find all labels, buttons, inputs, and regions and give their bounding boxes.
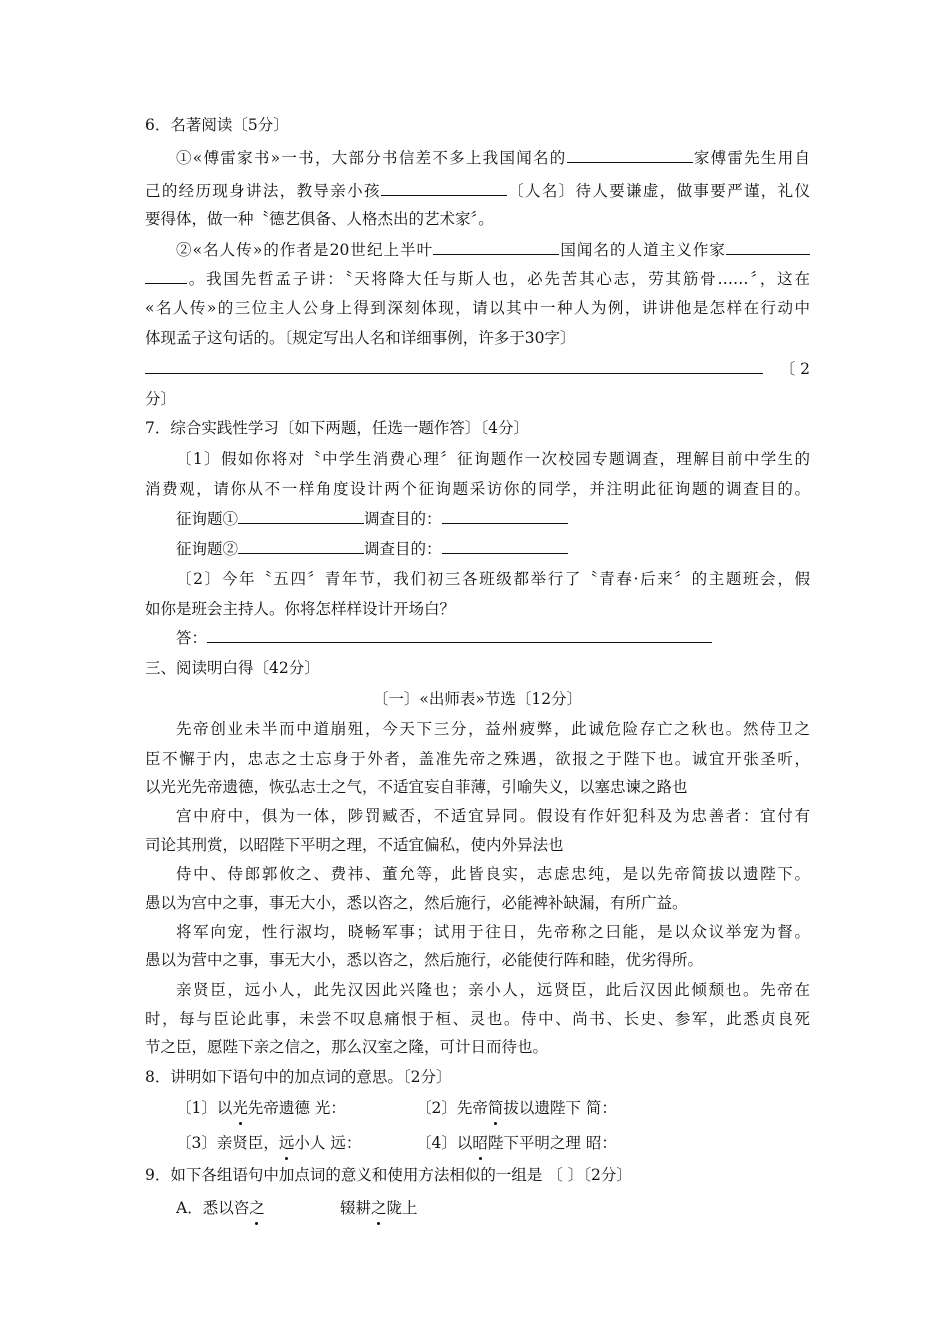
q6-title: 6．名著阅读〔5分〕 xyxy=(145,116,289,134)
passage-line: 侍中、侍郎郭攸之、费祎、董允等，此皆良实，志虑忠纯，是以先帝简拔以遗陛下。 xyxy=(176,865,810,883)
q9-title: 9．如下各组语句中加点词的意义和使用方法相似的一组是 〔 〕〔2分〕 xyxy=(145,1166,632,1184)
blank-field[interactable] xyxy=(145,268,187,284)
passage-line: 宫中府中，俱为一体，陟罚臧否，不适宜异同。假设有作奸犯科及为忠善者：宜付有 xyxy=(176,807,810,825)
q7-question1-row: 征询题① 调查目的： xyxy=(176,508,810,530)
q6-p1-line3: 要得体，做一种〝德艺俱备、人格杰出的艺术家〞。 xyxy=(145,210,494,228)
purpose1-input[interactable] xyxy=(442,508,568,524)
q6-p2-line4: 体现孟子这句话的。〔规定写出人名和详细事例，许多于30字〕 xyxy=(145,329,576,347)
q7-s2-line2: 如你是班会主持人。你将怎样样设计开场白？ xyxy=(145,600,456,618)
q7-answer-row: 答： xyxy=(176,627,810,649)
answer-input[interactable] xyxy=(207,627,712,643)
passage-line: 以光光先帝遗德，恢弘志士之气，不适宜妄自菲薄，引喻失义，以塞忠谏之路也 xyxy=(145,778,688,796)
passage-line: 节之臣，愿陛下亲之信之，那么汉室之隆，可计日而待也。 xyxy=(145,1038,549,1056)
q7-s1-line1: 〔1〕假如你将对〝中学生消费心理〞征询题作一次校园专题调查，理解目前中学生的 xyxy=(176,450,810,468)
passage-line: 亲贤臣，远小人，此先汉因此兴隆也；亲小人，远贤臣，此后汉因此倾颓也。先帝在 xyxy=(176,981,810,999)
q9-option-a: A．悉以咨之 xyxy=(176,1199,265,1217)
blank-field[interactable] xyxy=(567,147,693,163)
q8-item-2: 〔2〕先帝简拔以遗陛下 简： xyxy=(416,1099,617,1117)
question2-input[interactable] xyxy=(238,538,364,554)
passage-line: 司论其刑赏，以昭陛下平明之理，不适宜偏私，使内外异法也 xyxy=(145,836,564,854)
blank-field[interactable] xyxy=(726,239,810,255)
q6-p1-line1: ①«傅雷家书»一书，大部分书信差不多上我国闻名的 家傅雷先生用自 xyxy=(176,149,810,167)
passage-line: 时，每与臣论此事，未尝不叹息痛恨于桓、灵也。侍中、尚书、长史、参军，此悉贞良死 xyxy=(145,1010,810,1028)
answer-line[interactable] xyxy=(145,358,763,374)
passage-line: 将军向宠，性行淑均，晓畅军事；试用于往日，先帝称之曰能，是以众议举宠为督。 xyxy=(176,923,810,941)
section3-subtitle: 〔一〕«出师表»节选〔12分〕 xyxy=(372,690,583,708)
blank-field[interactable] xyxy=(433,239,559,255)
blank-field[interactable] xyxy=(381,180,507,196)
q8-item-1: 〔1〕以光先帝遗德 光： xyxy=(176,1099,346,1117)
passage-line: 愚以为宫中之事，事无大小，悉以咨之，然后施行，必能裨补缺漏，有所广益。 xyxy=(145,894,688,912)
q7-s2-line1: 〔2〕今年〝五四〞青年节，我们初三各班级都举行了〝青春·后来〞的主题班会，假 xyxy=(176,570,810,588)
passage-line: 臣不懈于内，忠志之士忘身于外者，盖准先帝之殊遇，欲报之于陛下也。诚宜开张圣听， xyxy=(145,750,810,768)
section3-title: 三、阅读明白得〔42分〕 xyxy=(145,659,320,677)
q6-score-a: 〔 2 xyxy=(779,360,810,378)
q6-p2-line3: «名人传»的三位主人公身上得到深刻体现，请以其中一种人为例，讲讲他是怎样在行动中 xyxy=(145,299,810,317)
q6-p1-line2: 己的经历现身讲法，教导亲小孩 〔人名〕待人要谦虚，做事要严谨，礼仪 xyxy=(145,182,810,200)
q8-item-4: 〔4〕以昭陛下平明之理 昭： xyxy=(416,1134,617,1152)
purpose2-input[interactable] xyxy=(442,538,568,554)
q8-title: 8．讲明如下语句中的加点词的意思。〔2分〕 xyxy=(145,1068,452,1086)
q9-option-a-pair: 辍耕之陇上 xyxy=(340,1199,418,1217)
q8-item-3: 〔3〕亲贤臣，远小人 远： xyxy=(176,1134,362,1152)
passage-line: 先帝创业未半而中道崩殂，今天下三分，益州疲弊，此诚危险存亡之秋也。然侍卫之 xyxy=(176,720,810,738)
q7-s1-line2: 消费观，请你从不一样角度设计两个征询题采访你的同学，并注明此征询题的调查目的。 xyxy=(145,480,810,498)
q6-p2-line2: 。我国先哲孟子讲：〝天将降大任与斯人也，必先苦其心志，劳其筋骨……〞，这在 xyxy=(145,268,810,290)
q6-score-b: 分〕 xyxy=(145,390,177,408)
q7-question2-row: 征询题② 调查目的： xyxy=(176,538,810,560)
question1-input[interactable] xyxy=(238,508,364,524)
q6-p2-line1: ②«名人传»的作者是20世纪上半叶 国闻名的人道主义作家 xyxy=(176,239,810,261)
q7-title: 7．综合实践性学习〔如下两题，任选一题作答〕〔4分〕 xyxy=(145,419,529,437)
q6-answer-row xyxy=(145,358,763,380)
passage-line: 愚以为营中之事，事无大小，悉以咨之，然后施行，必能使行阵和睦，优劣得所。 xyxy=(145,951,704,969)
